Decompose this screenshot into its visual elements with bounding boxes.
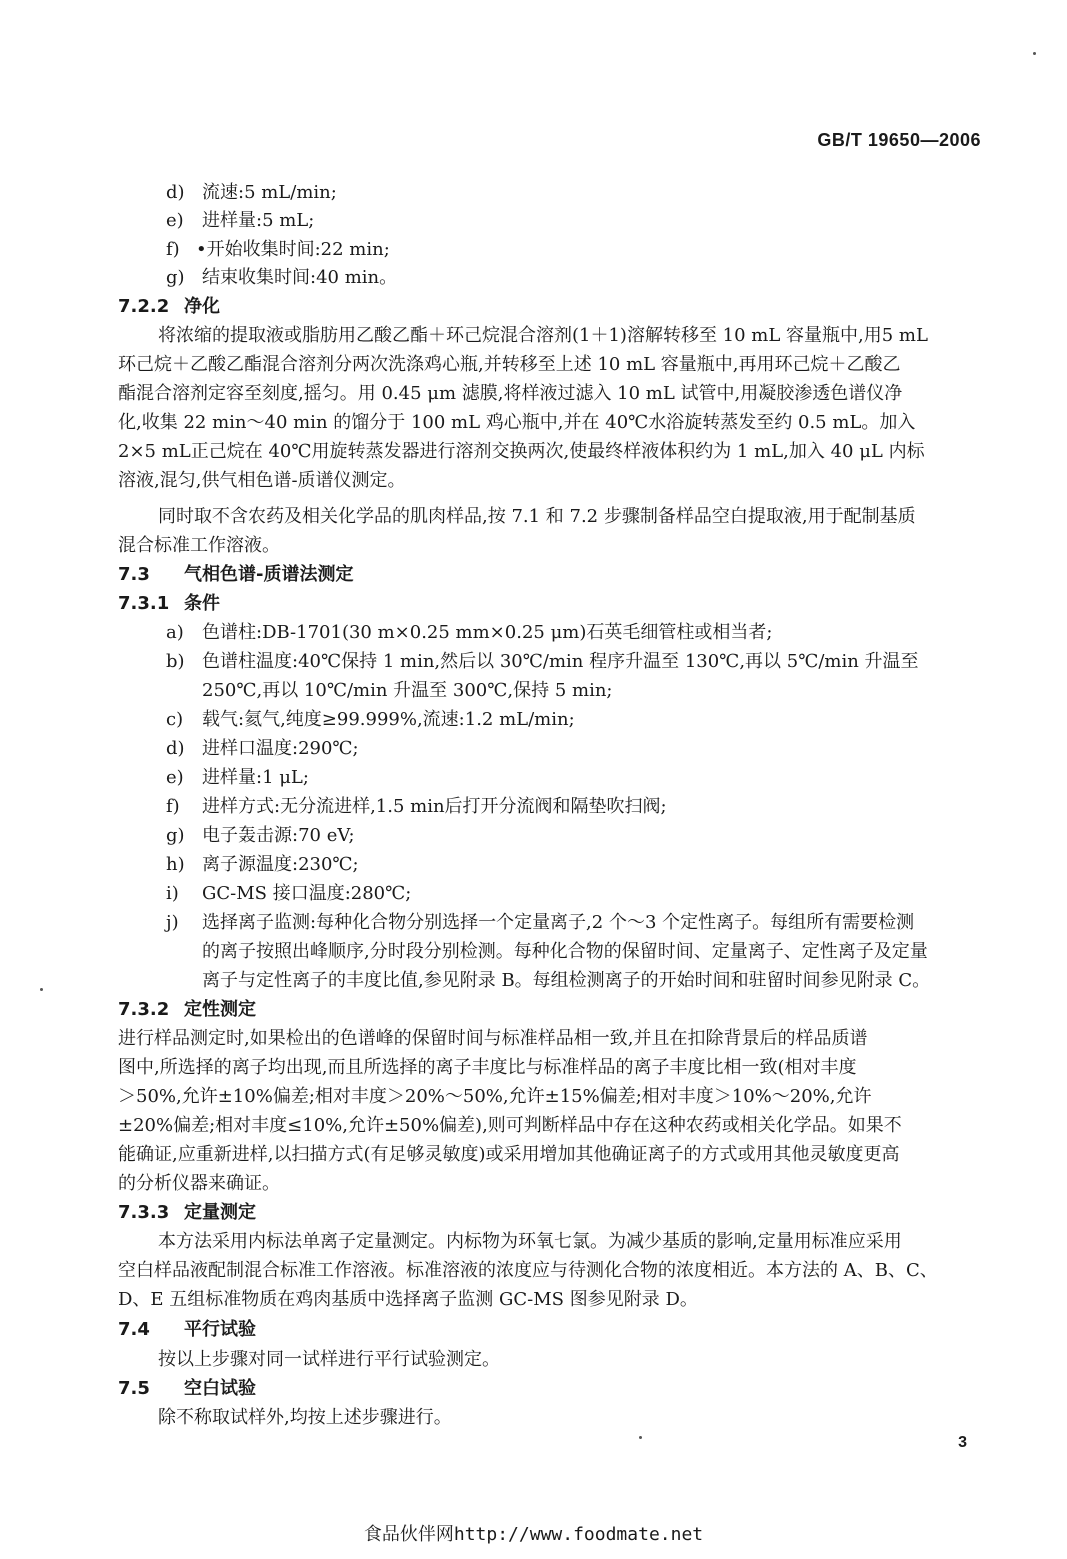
list-item: 进样量:5 mL; bbox=[202, 210, 315, 231]
paragraph-7-4: 按以上步骤对同一试样进行平行试验测定。 bbox=[158, 1349, 500, 1370]
list-item-continued: 离子与定性离子的丰度比值,参见附录 B。每组检测离子的开始时间和驻留时间参见附录 C。 bbox=[202, 970, 931, 991]
list-label: g) bbox=[166, 267, 185, 288]
list-item: 结束收集时间:40 min。 bbox=[202, 267, 398, 288]
list-item: 进样口温度:290℃; bbox=[202, 738, 359, 759]
list-item: 进样量:1 μL; bbox=[202, 767, 309, 788]
section-heading-7-3-3: 7.3.3 定量测定 bbox=[118, 1202, 256, 1223]
list-item: 载气:氦气,纯度≥99.999%,流速:1.2 mL/min; bbox=[202, 709, 575, 730]
standard-code: GB/T 19650—2006 bbox=[817, 130, 981, 150]
list-item: 进样方式:无分流进样,1.5 min后打开分流阀和隔垫吹扫阀; bbox=[202, 796, 667, 817]
list-item: 离子源温度:230℃; bbox=[202, 854, 359, 875]
section-heading-7-3: 7.3 气相色谱-质谱法测定 bbox=[118, 564, 354, 585]
section-heading-7-3-1: 7.3.1 条件 bbox=[118, 593, 220, 614]
scan-speck bbox=[40, 988, 43, 991]
list-label: e) bbox=[166, 210, 184, 231]
section-heading-7-4: 7.4 平行试验 bbox=[118, 1319, 256, 1340]
paragraph-7-5: 除不称取试样外,均按上述步骤进行。 bbox=[158, 1407, 452, 1428]
list-item-continued: 的离子按照出峰顺序,分时段分别检测。每种化合物的保留时间、定量离子、定性离子及定量 bbox=[202, 941, 928, 962]
scan-speck bbox=[1033, 52, 1036, 55]
list-label: f) bbox=[166, 239, 180, 260]
page-number: 3 bbox=[958, 1434, 967, 1451]
list-item: 电子轰击源:70 eV; bbox=[202, 825, 355, 846]
document-page: GB/T 19650—2006 d) 流速:5 mL/min; e) 进样量:5 mL; f) •开始收集时间:22 min; g) 结束收集时间:40 min。 7.2.2 净化 将浓缩的提取液或脂肪用乙酸乙酯＋环己烷混合溶剂(1＋1)溶解转移至 10 mL 容量瓶中,用5 mL 环己烷＋乙酸乙酯混合溶剂分两次洗涤鸡心瓶,并转移至上述 10 mL 容量瓶中,再用环己烷＋乙酸乙 酯混合溶剂定容至刻度,摇匀。用 0.45 μm 滤膜,将样液过滤入 10 mL 试管中,用凝胶渗透色谱仪净 化,收集 22 min～40 min 的馏分于 100 mL 鸡心瓶中,并在 40℃水浴旋转蒸发至约 0.5 mL。加入 2×5 mL正己烷在 40℃用旋转蒸发器进行溶剂交换两次,使最终样液体积约为 1 mL,加入 40 μL 内标 溶液,混匀,供气相色谱-质谱仪测定。 同时取不含农药及相关化学品的肌肉样品,按 7.1 和 7.2 步骤制备样品空白提取液,用于配制基质 混合标准工作溶液。 7.3 气相色谱-质谱法测定 7.3.1 条件 a) 色谱柱:DB-1701(30 m×0.25 mm×0.25 μm)石英毛细管柱或相当者; b) 色谱柱温度:40℃保持 1 min,然后以 30℃/min 程序升温至 130℃,再以 5℃/min 升温至 250℃,再以 10℃/min 升温至 300℃,保持 5 min; c) 载气:氦气,纯度≥99.999%,流速:1.2 mL/min; d) 进样口温度:290℃; e) 进样量:1 μL; f) 进样方式:无分流进样,1.5 min后打开分流阀和隔垫吹扫阀; g) 电子轰击源:70 eV; h) 离子源温度:230℃; i) GC-MS 接口温度:280℃; j) 选择离子监测:每种化合物分别选择一个定量离子,2 个～3 个定性离子。每组所有需要检测 的离子按照出峰顺序,分时段分别检测。每种化合物的保留时间、定量离子、定性离子及定量 离子与定性离子的丰度比值,参见附录 B。每组检测离子的开始时间和驻留时间参见附录 C。 7.3.2 定性测定 进行样品测定时,如果检出的色谱峰的保留时间与标准样品相一致,并且在扣除背景后的样品质谱 图中,所选择的离子均出现,而且所选择的离子丰度比与标准样品的离子丰度比相一致(相对丰度 ＞50%,允许±10%偏差;相对丰度＞20%～50%,允许±15%偏差;相对丰度＞10%～20%,允许 ±20%偏差;相对丰度≤10%,允许±50%偏差),则可判断样品中存在这种农药或相关化学品。如果不 能确证,应重新进样,以扫描方式(有足够灵敏度)或采用增加其他确证离子的方式或用其他灵敏度更高 的分析仪器来确证。 7.3.3 定量测定 本方法采用内标法单离子定量测定。内标物为环氧七氯。为减少基质的影响,定量用标准应采用 空白样品液配制混合标准工作溶液。标准溶液的浓度应与待测化合物的浓度相近。本方法的 A、B、C、 D、E 五组标准物质在鸡肉基质中选择离子监测 GC-MS 图参见附录 D。 7.4 平行试验 按以上步骤对同一试样进行平行试验测定。 7.5 空白试验 除不称取试样外,均按上述步骤进行。 3 食品伙伴网http://www.foodmate.net bbox=[0, 0, 1067, 1559]
section-heading-7-3-2: 7.3.2 定性测定 bbox=[118, 999, 256, 1020]
list-item: 流速:5 mL/min; bbox=[202, 182, 337, 203]
list-item: 色谱柱温度:40℃保持 1 min,然后以 30℃/min 程序升温至 130℃,再以 5℃/min 升温至 bbox=[202, 651, 919, 672]
list-item: GC-MS 接口温度:280℃; bbox=[202, 883, 412, 904]
list-item: 色谱柱:DB-1701(30 m×0.25 mm×0.25 μm)石英毛细管柱或相当者; bbox=[202, 622, 773, 643]
scan-speck bbox=[639, 1436, 642, 1439]
section-heading-7-5: 7.5 空白试验 bbox=[118, 1378, 256, 1399]
list-item: 选择离子监测:每种化合物分别选择一个定量离子,2 个～3 个定性离子。每组所有需要检测 bbox=[202, 912, 915, 933]
section-heading-7-2-2: 7.2.2 净化 bbox=[118, 296, 220, 317]
footer-watermark: 食品伙伴网http://www.foodmate.net bbox=[363, 1524, 704, 1545]
list-label: d) bbox=[166, 182, 185, 203]
list-item-continued: 250℃,再以 10℃/min 升温至 300℃,保持 5 min; bbox=[202, 680, 613, 701]
list-item: •开始收集时间:22 min; bbox=[196, 239, 390, 260]
